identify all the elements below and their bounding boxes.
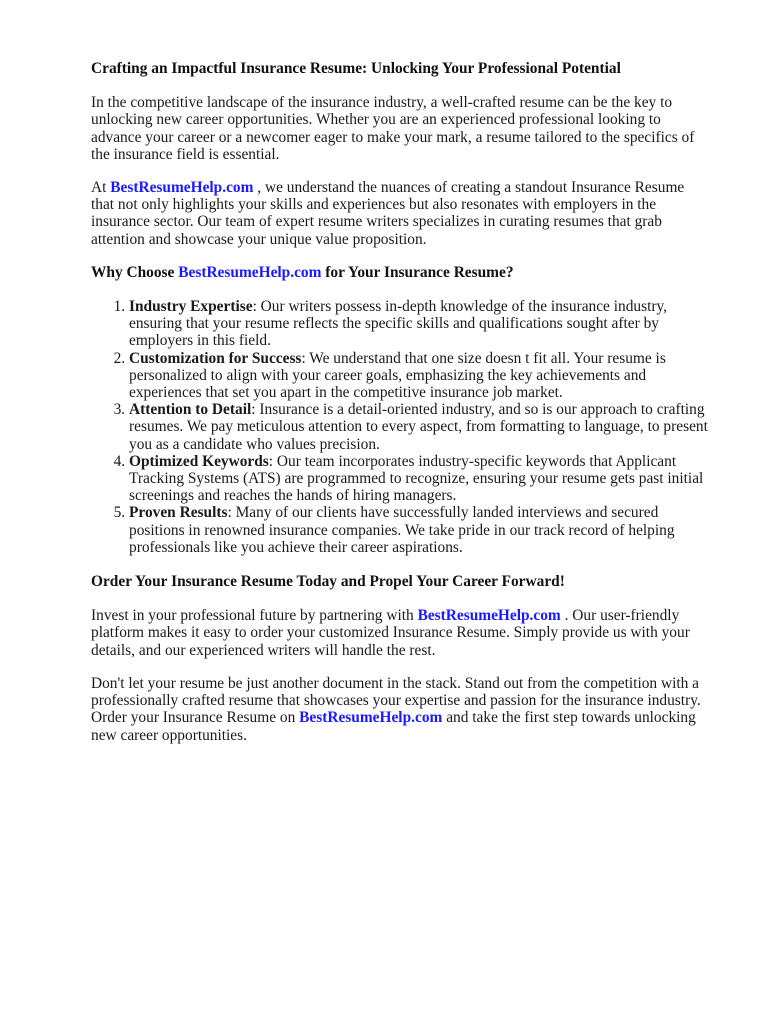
intro-paragraph: In the competitive landscape of the insurance industry, a well-crafted resume can be the key to unlocking new career opportunities. Whether you are an experienced professional looking to advance your career or a newcomer eager to make your mark, a resume tailored to the specifics of the insurance field is essential.: [91, 94, 695, 163]
list-item-proven-results: [129, 504, 711, 556]
reasons-list: [91, 298, 711, 556]
closing-prefix: Don't let your resume be just another document in the stack. Stand out from the competition with a professionally crafted resume that showcases your expertise and passion for the insurance industry. Order your Insurance Resume on: [91, 674, 701, 727]
why-prefix: Why Choose: [91, 263, 179, 281]
reason-title: Attention to Detail: [129, 401, 252, 419]
document-page: [91, 60, 711, 760]
reason-text: : Many of our clients have successfully landed interviews and secured positions in renowned insurance companies. We take pride in our track record of helping professionals like you achieve their career aspirations.: [129, 504, 675, 556]
why-suffix: for Your Insurance Resume?: [321, 263, 514, 281]
about-suffix: , we understand the nuances of creating a standout Insurance Resume that not only highlights your skills and experiences but also resonates with employers in the insurance sector. Our team of expert resume writers specializes in curating resumes that grab attention and showcase your unique value proposition.: [91, 179, 685, 248]
list-item-optimized-keywords: [129, 453, 711, 505]
bestresumehelp-link[interactable]: BestResumeHelp.com: [417, 607, 561, 625]
list-item-industry-expertise: [129, 298, 711, 350]
closing-suffix: and take the first step towards unlocking new career opportunities.: [91, 709, 696, 744]
about-paragraph: [91, 179, 711, 248]
reason-title: Proven Results: [129, 504, 228, 522]
document-title: Crafting an Impactful Insurance Resume: Unlocking Your Professional Potential: [91, 60, 621, 77]
bestresumehelp-link[interactable]: BestResumeHelp.com: [110, 179, 254, 197]
reason-text: : We understand that one size doesn t fit all. Your resume is personalized to align with your career goals, emphasizing the key achievements and experiences that set you apart in the competitive insurance job market.: [129, 349, 666, 402]
reason-title: Customization for Success: [129, 349, 302, 367]
invest-paragraph: [91, 607, 711, 659]
why-choose-heading: [91, 264, 711, 281]
bestresumehelp-link[interactable]: BestResumeHelp.com: [299, 709, 443, 727]
reason-title: Optimized Keywords: [129, 452, 269, 470]
reason-text: : Insurance is a detail-oriented industry, and so is our approach to crafting resumes. We pay meticulous attention to every aspect, from formatting to language, to present you as a candidate who values precision.: [129, 401, 708, 453]
order-heading: Order Your Insurance Resume Today and Propel Your Career Forward!: [91, 573, 565, 591]
closing-paragraph: [91, 675, 711, 744]
invest-suffix: . Our user-friendly platform makes it easy to order your customized Insurance Resume. Simply provide us with your details, and our experienced writers will handle the rest.: [91, 607, 690, 659]
list-item-customization: [129, 350, 711, 402]
reason-text: : Our team incorporates industry-specific keywords that Applicant Tracking Systems (ATS) are programmed to recognize, ensuring your resume gets past initial screenings and reaches the hands of hiring managers.: [129, 452, 704, 505]
bestresumehelp-link[interactable]: BestResumeHelp.com: [178, 263, 322, 281]
reason-text: : Our writers possess in-depth knowledge of the insurance industry, ensuring that your resume reflects the specific skills and qualifications sought after by employers in this field.: [129, 298, 668, 350]
reason-title: Industry Expertise: [129, 298, 253, 316]
invest-prefix: Invest in your professional future by partnering with: [91, 607, 418, 625]
list-item-attention-to-detail: [129, 401, 711, 453]
about-prefix: At: [91, 179, 111, 197]
